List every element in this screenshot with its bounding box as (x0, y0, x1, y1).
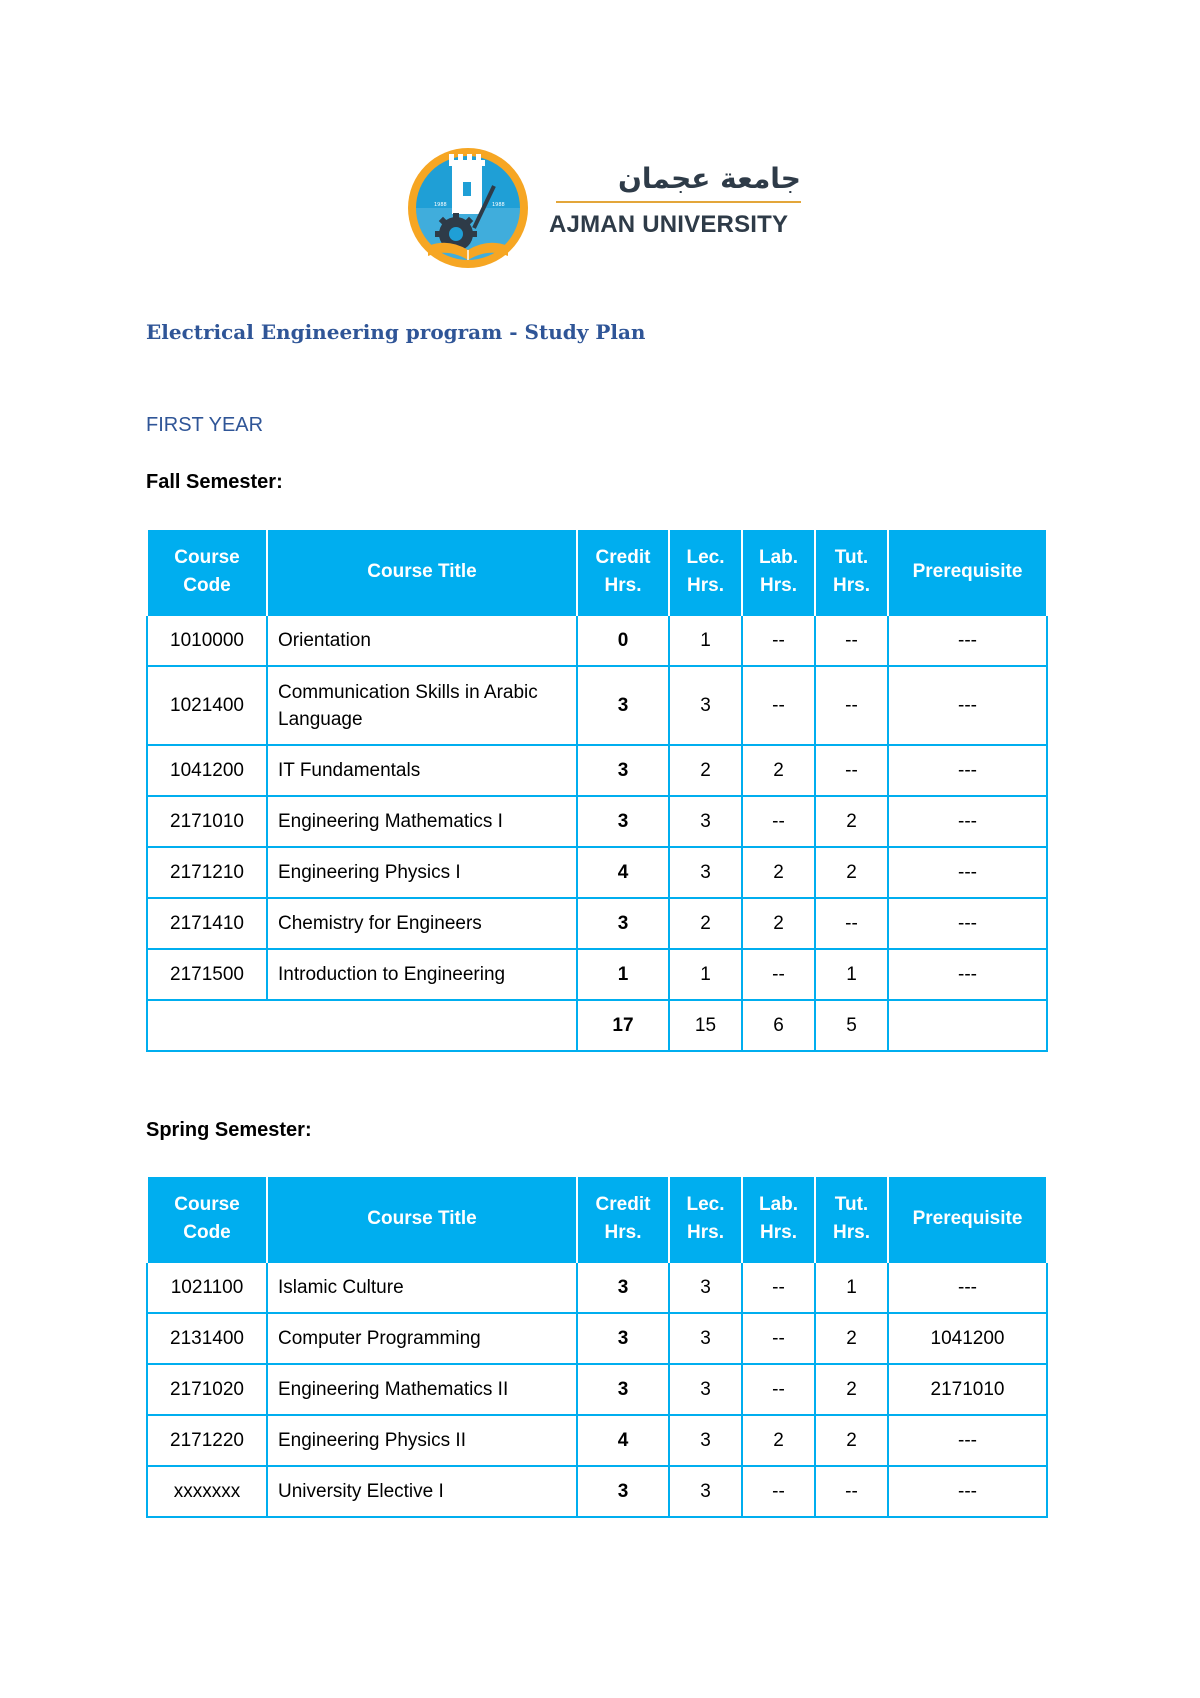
totals-row (147, 1000, 1047, 1051)
course-title: Orientation (267, 615, 577, 666)
tut-hrs: 2 (815, 1364, 888, 1415)
lec-hrs: 3 (669, 1466, 742, 1517)
tut-hrs: 1 (815, 949, 888, 1000)
table-header-row (147, 1176, 1047, 1262)
lec-hrs: 3 (669, 666, 742, 745)
svg-text:1988: 1988 (492, 202, 505, 208)
lec-hrs: 2 (669, 898, 742, 949)
table-row (147, 949, 1047, 1000)
course-code: 2171410 (147, 898, 267, 949)
prerequisite: --- (888, 949, 1047, 1000)
tut-hrs: 2 (815, 1415, 888, 1466)
col-header-tut-hrs: Tut. Hrs. (815, 529, 888, 615)
logo-english-name: AJMAN UNIVERSITY (549, 211, 789, 238)
col-header-prerequisite: Prerequisite (888, 1176, 1047, 1262)
university-emblem-icon (406, 146, 531, 271)
total-lec-hrs: 15 (669, 1000, 742, 1051)
course-title: Communication Skills in Arabic Language (267, 666, 577, 745)
col-header-credit-hrs: Credit Hrs. (577, 1176, 669, 1262)
credit-hrs: 3 (577, 1466, 669, 1517)
lab-hrs: -- (742, 1364, 815, 1415)
course-title: Chemistry for Engineers (267, 898, 577, 949)
course-code: 1021400 (147, 666, 267, 745)
prerequisite: --- (888, 745, 1047, 796)
table-header-row (147, 529, 1047, 615)
table-row (147, 1466, 1047, 1517)
tut-hrs: -- (815, 666, 888, 745)
col-header-course-code: Course Code (147, 1176, 267, 1262)
prerequisite: --- (888, 847, 1047, 898)
lec-hrs: 1 (669, 615, 742, 666)
table-row (147, 1415, 1047, 1466)
table-row (147, 796, 1047, 847)
course-title: Islamic Culture (267, 1262, 577, 1313)
tut-hrs: 2 (815, 1313, 888, 1364)
prerequisite: --- (888, 615, 1047, 666)
credit-hrs: 4 (577, 847, 669, 898)
fall-semester-heading: Fall Semester: (146, 471, 283, 493)
lec-hrs: 3 (669, 796, 742, 847)
lec-hrs: 1 (669, 949, 742, 1000)
lab-hrs: 2 (742, 847, 815, 898)
prerequisite: --- (888, 898, 1047, 949)
credit-hrs: 3 (577, 666, 669, 745)
course-code: 1041200 (147, 745, 267, 796)
col-header-lab-hrs: Lab. Hrs. (742, 1176, 815, 1262)
prerequisite: --- (888, 1262, 1047, 1313)
prerequisite: --- (888, 796, 1047, 847)
logo-arabic-name: جامعة عجمان (617, 162, 801, 195)
lab-hrs: -- (742, 1466, 815, 1517)
spring-semester-heading: Spring Semester: (146, 1119, 312, 1141)
table-row (147, 615, 1047, 666)
fall-semester-table (146, 528, 1048, 1052)
logo-divider (556, 201, 801, 203)
table-row (147, 847, 1047, 898)
university-logo (406, 146, 806, 271)
col-header-course-title: Course Title (267, 529, 577, 615)
course-code: xxxxxxx (147, 1466, 267, 1517)
course-code: 2171210 (147, 847, 267, 898)
course-code: 2171020 (147, 1364, 267, 1415)
course-code: 2171010 (147, 796, 267, 847)
table-row (147, 898, 1047, 949)
course-code: 1021100 (147, 1262, 267, 1313)
col-header-lab-hrs: Lab. Hrs. (742, 529, 815, 615)
document-title: Electrical Engineering program - Study Plan (146, 320, 646, 344)
credit-hrs: 1 (577, 949, 669, 1000)
table-row (147, 1313, 1047, 1364)
lab-hrs: -- (742, 796, 815, 847)
lec-hrs: 3 (669, 1262, 742, 1313)
tut-hrs: -- (815, 745, 888, 796)
prerequisite: --- (888, 1415, 1047, 1466)
col-header-lec-hrs: Lec. Hrs. (669, 1176, 742, 1262)
table-row (147, 1364, 1047, 1415)
prerequisite: 1041200 (888, 1313, 1047, 1364)
tut-hrs: 2 (815, 847, 888, 898)
credit-hrs: 3 (577, 898, 669, 949)
prerequisite: --- (888, 1466, 1047, 1517)
lab-hrs: 2 (742, 745, 815, 796)
course-title: IT Fundamentals (267, 745, 577, 796)
lab-hrs: -- (742, 1313, 815, 1364)
prerequisite: 2171010 (888, 1364, 1047, 1415)
credit-hrs: 3 (577, 1262, 669, 1313)
credit-hrs: 3 (577, 1313, 669, 1364)
course-code: 2171500 (147, 949, 267, 1000)
course-code: 2131400 (147, 1313, 267, 1364)
lab-hrs: -- (742, 666, 815, 745)
year-heading: FIRST YEAR (146, 414, 264, 436)
credit-hrs: 3 (577, 745, 669, 796)
lab-hrs: 2 (742, 898, 815, 949)
total-lab-hrs: 6 (742, 1000, 815, 1051)
tut-hrs: 1 (815, 1262, 888, 1313)
svg-text:1988: 1988 (434, 202, 447, 208)
tut-hrs: -- (815, 898, 888, 949)
lec-hrs: 3 (669, 1364, 742, 1415)
course-code: 1010000 (147, 615, 267, 666)
lec-hrs: 3 (669, 1313, 742, 1364)
table-row (147, 745, 1047, 796)
spring-semester-table (146, 1175, 1048, 1518)
total-tut-hrs: 5 (815, 1000, 888, 1051)
lab-hrs: -- (742, 1262, 815, 1313)
table-row (147, 1262, 1047, 1313)
col-header-credit-hrs: Credit Hrs. (577, 529, 669, 615)
course-code: 2171220 (147, 1415, 267, 1466)
lec-hrs: 3 (669, 1415, 742, 1466)
credit-hrs: 4 (577, 1415, 669, 1466)
credit-hrs: 0 (577, 615, 669, 666)
credit-hrs: 3 (577, 1364, 669, 1415)
lec-hrs: 2 (669, 745, 742, 796)
col-header-lec-hrs: Lec. Hrs. (669, 529, 742, 615)
table-row (147, 666, 1047, 745)
tut-hrs: 2 (815, 796, 888, 847)
course-title: University Elective I (267, 1466, 577, 1517)
totals-label-cell (147, 1000, 577, 1051)
course-title: Engineering Mathematics I (267, 796, 577, 847)
credit-hrs: 3 (577, 796, 669, 847)
lab-hrs: 2 (742, 1415, 815, 1466)
lec-hrs: 3 (669, 847, 742, 898)
col-header-prerequisite: Prerequisite (888, 529, 1047, 615)
prerequisite: --- (888, 666, 1047, 745)
col-header-course-code: Course Code (147, 529, 267, 615)
course-title: Engineering Mathematics II (267, 1364, 577, 1415)
col-header-tut-hrs: Tut. Hrs. (815, 1176, 888, 1262)
col-header-course-title: Course Title (267, 1176, 577, 1262)
totals-empty-cell (888, 1000, 1047, 1051)
lab-hrs: -- (742, 949, 815, 1000)
tut-hrs: -- (815, 615, 888, 666)
course-title: Computer Programming (267, 1313, 577, 1364)
course-title: Engineering Physics II (267, 1415, 577, 1466)
course-title: Engineering Physics I (267, 847, 577, 898)
course-title: Introduction to Engineering (267, 949, 577, 1000)
lab-hrs: -- (742, 615, 815, 666)
tut-hrs: -- (815, 1466, 888, 1517)
total-credit-hrs: 17 (577, 1000, 669, 1051)
